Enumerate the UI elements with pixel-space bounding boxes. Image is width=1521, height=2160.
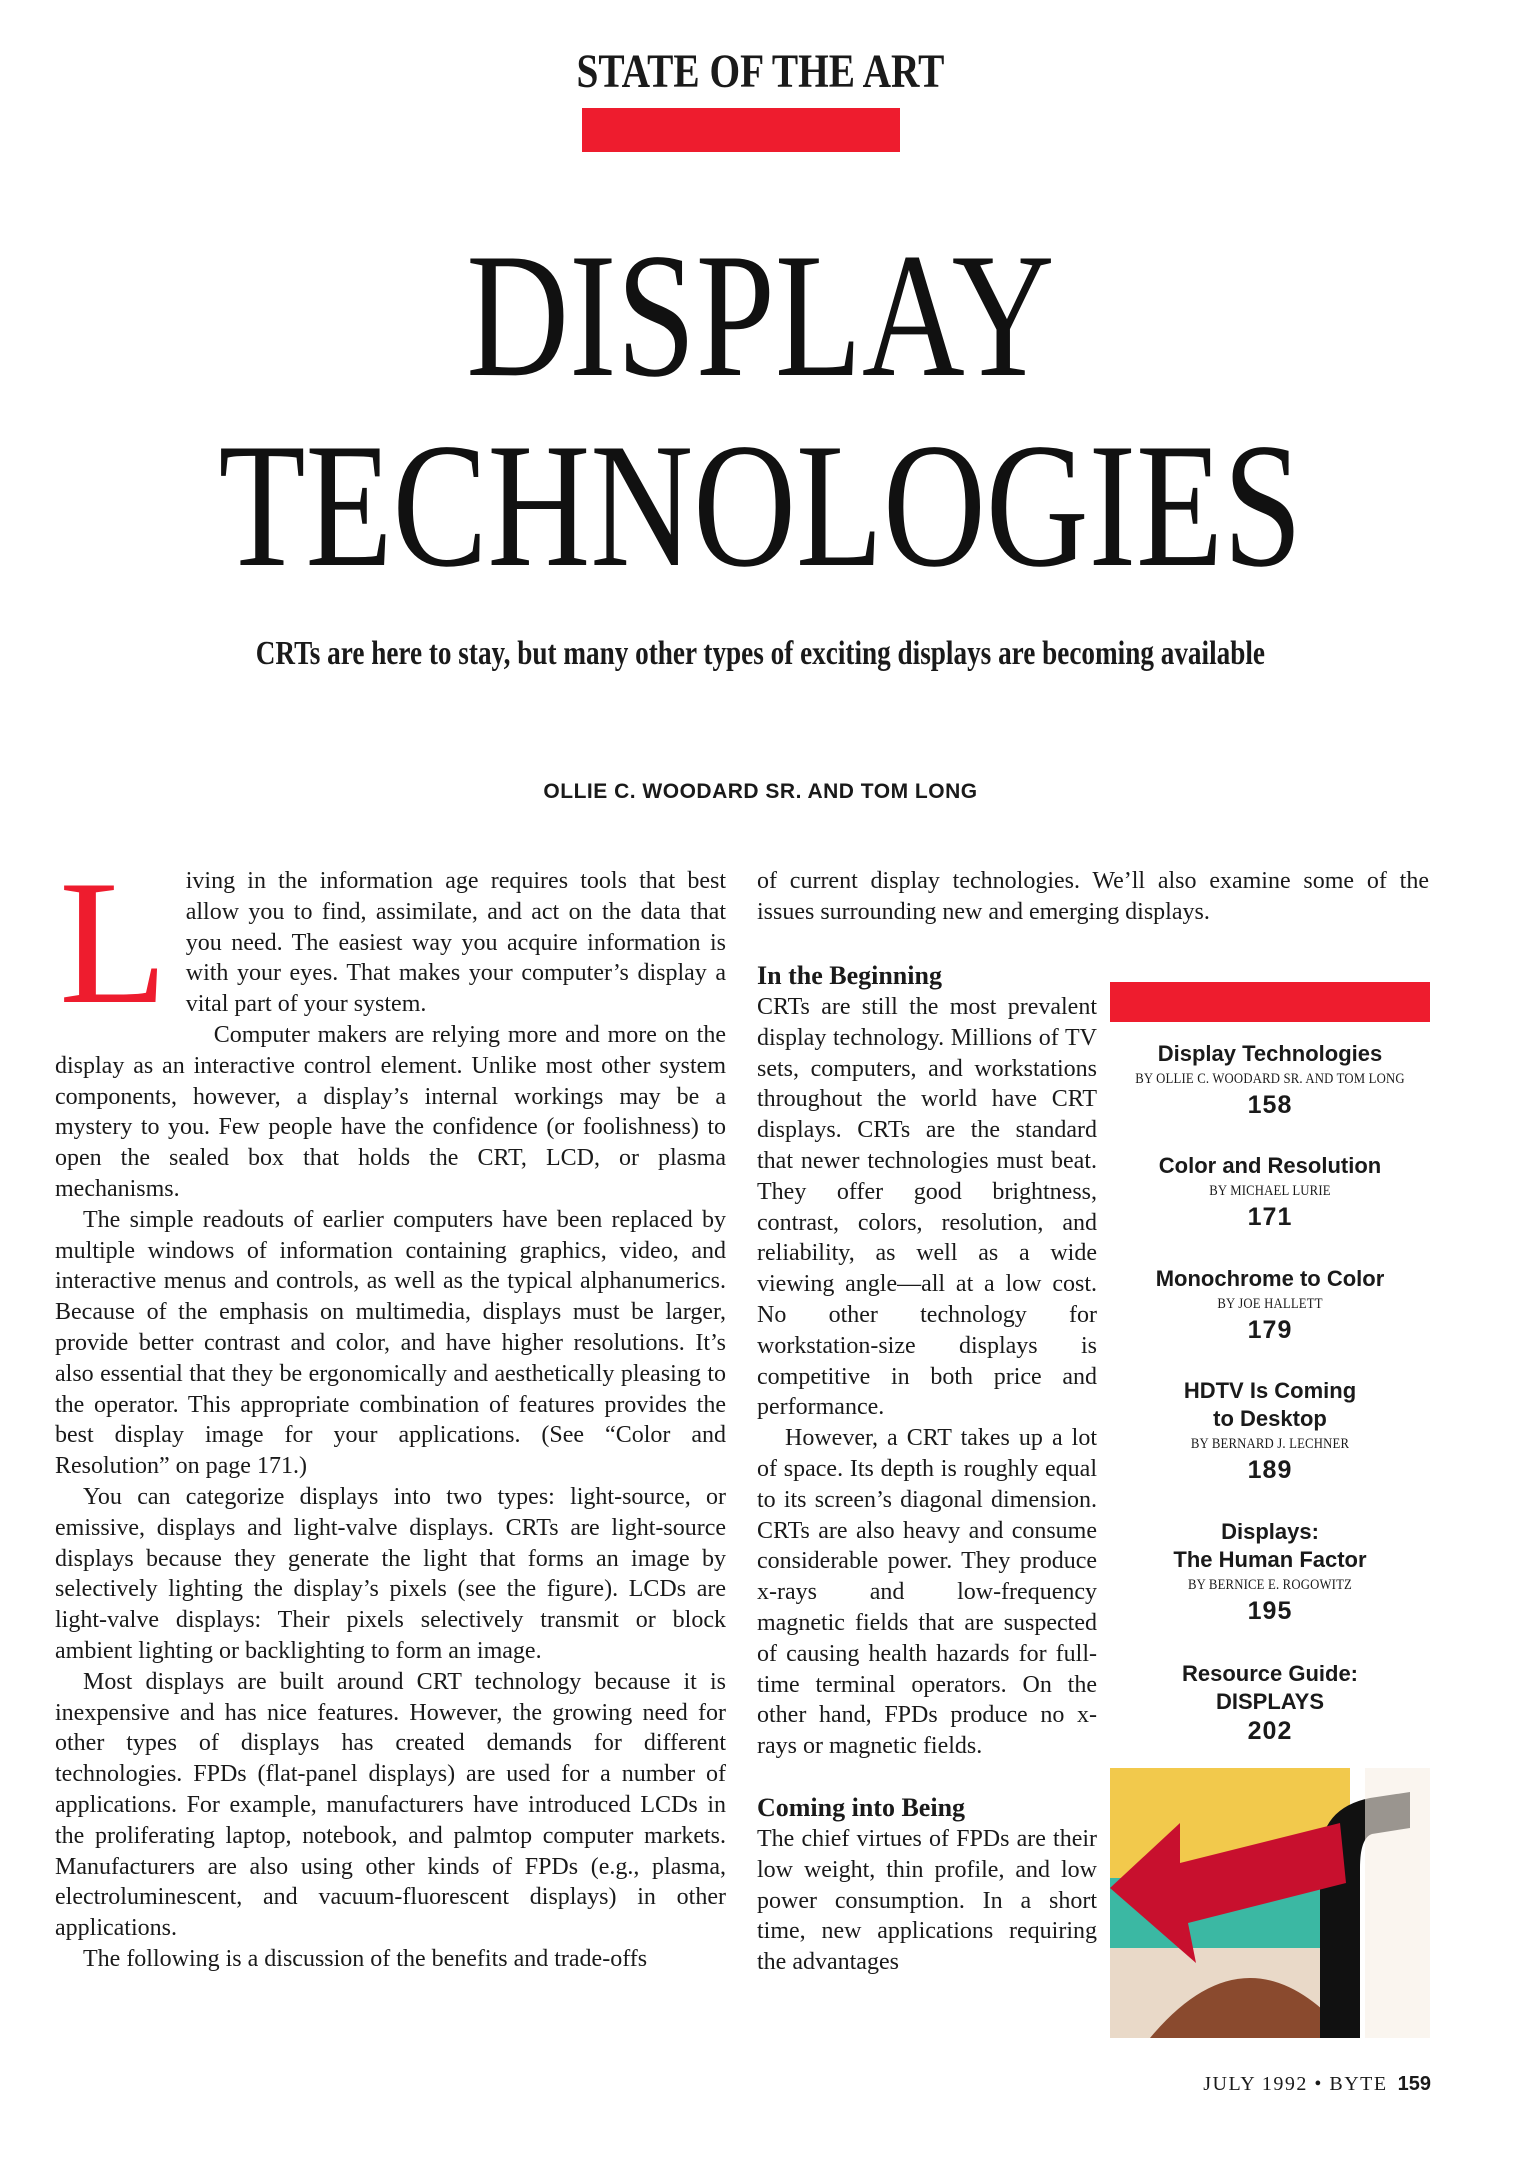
toc-byline: BY JOE HALLETT [1217,1296,1323,1312]
paragraph: iving in the information age requires tools that best allow you to find, assimilate, and act on the data that you need. The easiest way you acquire information is with your eyes. That makes your computer’s display a vital part of your system. [185,868,726,1018]
toc-title: Display Technologies [1157,1041,1383,1066]
paragraph: However, a CRT takes up a lot of space. Its depth is roughly equal to its screen’s diagonal dimension. CRTs are also heavy and consume considerable power. They produce x-rays and low-frequency magnetic fields that are suspected of causing health hazards for full-time terminal operators. On the other hand, FPDs produce no x-rays or magnetic fields. [757,1425,1097,1760]
toc-item[interactable] [1110,1660,1430,1746]
toc-page-number: 202 [1247,1717,1293,1745]
toc-title: Displays: The Human Factor [1173,1519,1367,1572]
toc-item[interactable] [1110,1377,1430,1485]
footer-page-number: 159 [1397,2073,1431,2095]
toc-title: Monochrome to Color [1155,1266,1385,1291]
section-heading: Coming into Being [757,1792,966,1822]
toc-byline: BY OLLIE C. WOODARD SR. AND TOM LONG [1135,1071,1405,1087]
article-column-1 [55,843,726,1975]
toc-page-number: 195 [1247,1597,1293,1625]
toc-page-number: 158 [1247,1091,1293,1119]
paragraph: The simple readouts of earlier computers have been replaced by multiple windows of information containing graphics, video, and interactive menus and controls, as well as the typical alphanumerics. Because of the emphasis on multimedia, displays must be larger, provide better contrast and color, and have higher resolutions. It’s also essential that they be ergonomically and aesthetically pleasing to the operator. This appropriate combination of features provides the best display image for your applications. (See “Color and Resolution” on page 171.) [55,1206,726,1480]
display-artwork-image [1110,1768,1430,2038]
article-column-2 [757,960,1097,1978]
paragraph: CRTs are still the most prevalent display technology. Millions of TV sets, computers, and workstations throughout the world have CRT displays. CRTs are the standard that newer technologies must beat. They offer good brightness, contrast, colors, resolution, and reliability, as well as a wide viewing angle—all at a low cost. No other technology for workstation-size displays is competitive in both price and performance. [757,994,1097,1421]
article-column-2-intro [757,866,1429,928]
paragraph: The following is a discussion of the benefits and trade-offs [83,1945,648,1972]
section-kicker: STATE OF THE ART [576,45,945,98]
page-footer [1203,2073,1431,2096]
section-heading: In the Beginning [757,961,942,990]
toc-page-number: 189 [1247,1456,1293,1484]
toc-item[interactable] [1110,1518,1430,1626]
toc-byline: BY BERNICE E. ROGOWITZ [1187,1577,1353,1593]
toc-item[interactable] [1110,1040,1430,1120]
article-deck: CRTs are here to stay, but many other types of exciting displays are becoming available [255,635,1266,672]
toc-byline: BY BERNARD J. LECHNER [1190,1436,1350,1452]
paragraph: The chief virtues of FPDs are their low weight, thin profile, and low power consumption. In a short time, new applications requiring the advantages [757,1825,1097,1976]
kicker-red-bar [582,108,900,152]
toc-page-number: 179 [1247,1316,1293,1344]
toc-title: Resource Guide: DISPLAYS [1181,1661,1359,1714]
paragraph: Most displays are built around CRT technology because it is inexpensive and has nice features. However, the growing need for other types of displays has created demands for different technologies. FPDs (flat-panel displays) are used for a number of applications. For example, manufacturers have introduced LCDs in the proliferating laptop, notebook, and palmtop computer markets. Manufacturers are also using other kinds of FPDs (e.g., plasma, electroluminescent, and vacuum-fluorescent displays) in other applications. [55,1668,726,1942]
toc-page-number: 171 [1247,1203,1293,1231]
abstract-arrow-illustration [1110,1768,1430,2038]
paragraph: of current display technologies. We’ll also examine some of the issues surrounding new and emerging displays. [757,868,1429,925]
toc-title: HDTV Is Coming to Desktop [1183,1378,1357,1431]
article-byline: OLLIE C. WOODARD SR. AND TOM LONG [543,780,978,803]
footer-issue: JULY 1992 • BYTE [1203,2073,1388,2095]
paragraph: Computer makers are relying more and more on the display as an interactive control element. Unlike most other system components, however, a display’s internal workings may be a mystery to you. Few people have the confidence (or foolishness) to open the sealed box that holds the CRT, LCD, or plasma mechanisms. [55,1021,726,1202]
article-title-line1: DISPLAY [466,216,1055,414]
toc-item[interactable] [1110,1152,1430,1232]
toc-item[interactable] [1110,1265,1430,1345]
paragraph: You can categorize displays into two types: light-source, or emissive, displays and light-valve displays. CRTs are light-source displays because they generate the light that forms an image by selectively lighting the display’s pixels (see the figure). LCDs are light-valve displays: Their pixels selectively transmit or block ambient lighting or backlighting to form an image. [55,1483,726,1664]
toc-title: Color and Resolution [1158,1153,1382,1178]
toc-red-bar [1110,982,1430,1022]
toc-byline: BY MICHAEL LURIE [1209,1183,1331,1199]
article-title-line2: TECHNOLOGIES [218,406,1303,604]
drop-cap: L [59,843,168,1041]
